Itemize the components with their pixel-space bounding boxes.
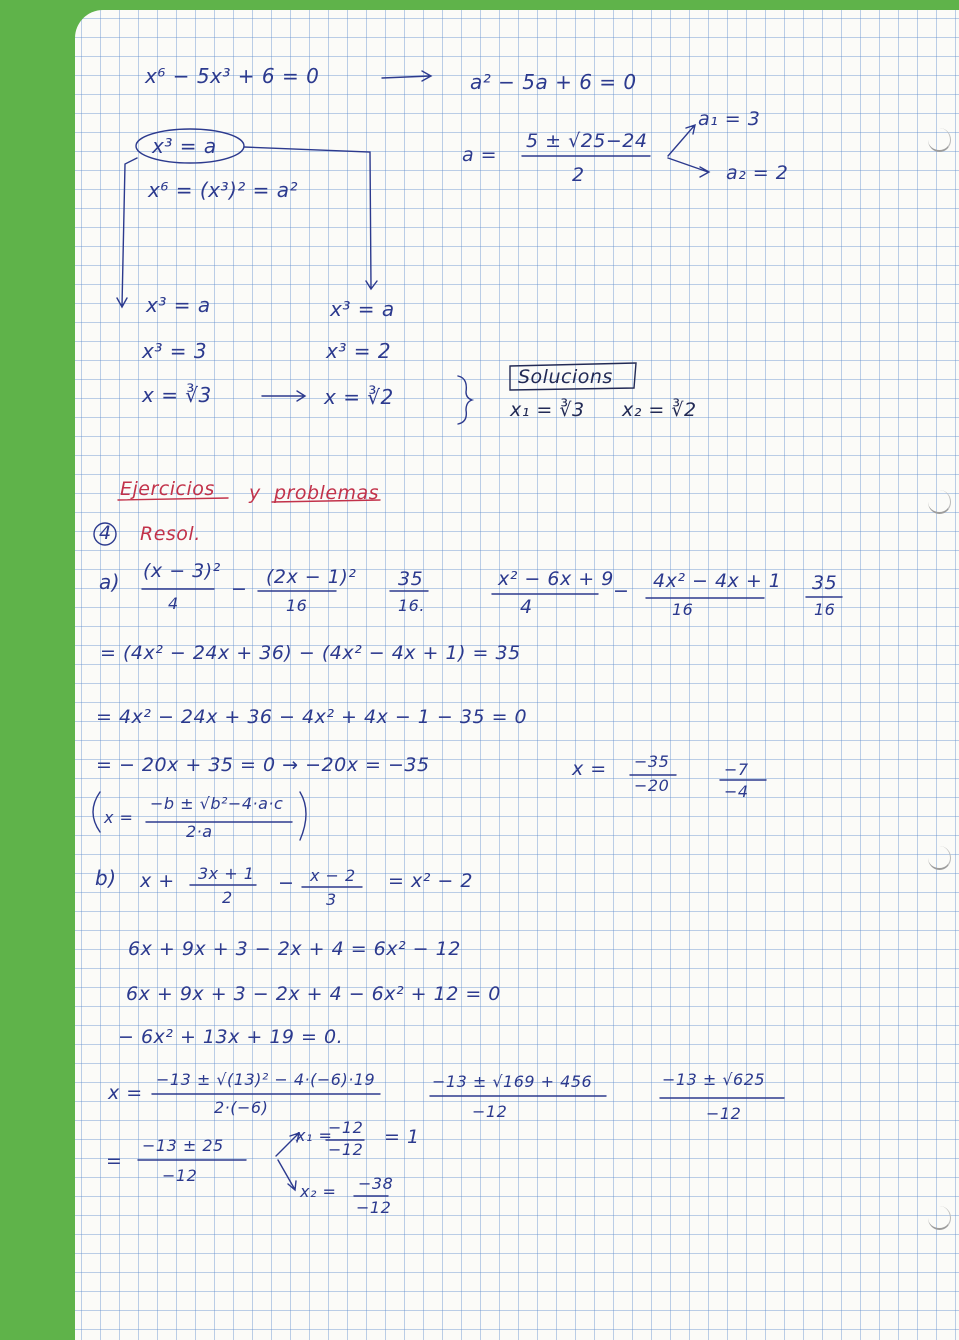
- b-l5-f2-num: −13 ± √169 + 456: [432, 1072, 593, 1091]
- a-fraction6-num: 35: [812, 572, 838, 594]
- b-x2-num: −38: [358, 1174, 394, 1193]
- b-l5-f3-den: −12: [706, 1104, 742, 1123]
- circle-mark: [136, 129, 244, 163]
- formula-denominator: 2·a: [186, 822, 213, 841]
- b-l1-rhs: = x² − 2: [388, 870, 473, 892]
- arrow-right-icon: [262, 391, 305, 401]
- b-l5-f1-den: 2·(−6): [214, 1098, 269, 1117]
- a-fraction5-num: 4x² − 4x + 1: [653, 570, 782, 592]
- branch-arrows: [276, 1133, 299, 1190]
- solution-x2: x₂ = ∛2: [622, 399, 697, 421]
- b-x1-num: −12: [328, 1118, 364, 1137]
- a-numerator: 5 ± √25−24: [526, 130, 648, 152]
- fraction-bar: [138, 885, 784, 1196]
- exercise-number: 4: [99, 522, 112, 544]
- a-fraction3-num: 35: [398, 568, 424, 590]
- a-denominator: 2: [572, 164, 585, 186]
- b-x2-den: −12: [356, 1198, 392, 1217]
- right-case-3: x = ∛2: [324, 385, 394, 409]
- section-title-3: problemas: [274, 482, 380, 504]
- b-l1-a: x +: [140, 870, 175, 892]
- exercise-label: Resol.: [140, 523, 201, 545]
- right-case-2: x³ = 2: [326, 339, 392, 363]
- part-b-label: b): [95, 866, 117, 890]
- substituted-equation: a² − 5a + 6 = 0: [470, 70, 637, 94]
- root-a1: a₁ = 3: [698, 108, 761, 130]
- branch-arrows: [668, 125, 709, 177]
- brace-mark: [458, 376, 472, 424]
- b-l1-f1-num: 3x + 1: [198, 864, 255, 883]
- b-line-2: 6x + 9x + 3 − 2x + 4 = 6x² − 12: [128, 938, 461, 960]
- a-fraction5-den: 16: [672, 600, 694, 619]
- b-l1-minus: −: [278, 872, 295, 894]
- b-l1-f2-num: x − 2: [310, 866, 356, 885]
- b-l5-lhs: x =: [108, 1082, 143, 1104]
- b-x2-label: x₂ =: [300, 1182, 337, 1201]
- a-fraction1-num: (x − 3)²: [143, 560, 221, 582]
- a-line-4-x: x =: [572, 758, 607, 780]
- a-fraction4-den: 4: [520, 596, 533, 618]
- substitution-squared: x⁶ = (x³)² = a²: [148, 178, 299, 202]
- paren-mark: [93, 792, 306, 840]
- a-fraction1-den: 4: [168, 594, 179, 613]
- a-line-3: = 4x² − 24x + 36 − 4x² + 4x − 1 − 35 = 0: [96, 706, 528, 728]
- solution-x1: x₁ = ∛3: [510, 399, 585, 421]
- solutions-box: [510, 363, 636, 390]
- b-x1-den: −12: [328, 1140, 364, 1159]
- section-title-2: y: [249, 482, 261, 504]
- b-l6-den: −12: [162, 1166, 198, 1185]
- arrow-right-icon: [382, 71, 431, 81]
- formula-lhs: x =: [104, 808, 134, 827]
- left-case-2: x³ = 3: [142, 339, 208, 363]
- a-line-2: = (4x² − 24x + 36) − (4x² − 4x + 1) = 35: [100, 642, 521, 664]
- a-line-4-f2-num: −7: [724, 760, 749, 779]
- a-fraction2-num: (2x − 1)²: [266, 566, 357, 588]
- a-line-4-f1-num: −35: [634, 752, 670, 771]
- a-minus-2: −: [613, 580, 630, 602]
- section-title-1: Ejercicios: [120, 478, 215, 500]
- bracket-line: [117, 158, 137, 307]
- b-l6-num: −13 ± 25: [142, 1136, 224, 1155]
- b-l1-f1-den: 2: [222, 888, 233, 907]
- left-case-1: x³ = a: [146, 293, 211, 317]
- right-case-1: x³ = a: [330, 297, 395, 321]
- root-a2: a₂ = 2: [726, 162, 789, 184]
- b-l5-f2-den: −12: [472, 1102, 508, 1121]
- solutions-title: Solucions: [518, 366, 613, 388]
- formula-numerator: −b ± √b²−4·a·c: [150, 794, 284, 813]
- part-a-label: a): [99, 570, 121, 594]
- circle-mark: [94, 523, 116, 545]
- b-l5-f3-num: −13 ± √625: [662, 1070, 766, 1089]
- fraction-bar: [146, 775, 766, 822]
- b-l5-f1-num: −13 ± √(13)² − 4·(−6)·19: [156, 1070, 376, 1089]
- a-line-4: = − 20x + 35 = 0 → −20x = −35: [96, 754, 430, 776]
- b-line-4: − 6x² + 13x + 19 = 0.: [118, 1026, 344, 1048]
- a-minus: −: [231, 578, 248, 600]
- a-fraction3-den: 16.: [398, 596, 425, 615]
- a-line-4-f2-den: −4: [724, 782, 749, 801]
- substitution: x³ = a: [152, 134, 217, 158]
- b-line-3: 6x + 9x + 3 − 2x + 4 − 6x² + 12 = 0: [126, 983, 501, 1005]
- bracket-line: [244, 147, 377, 289]
- b-l6-eq: =: [106, 1150, 123, 1172]
- left-case-3: x = ∛3: [142, 383, 212, 407]
- underline: [118, 498, 380, 502]
- a-fraction2-den: 16: [286, 596, 308, 615]
- b-x1-value: = 1: [384, 1126, 420, 1148]
- b-l1-f2-den: 3: [326, 890, 337, 909]
- main-equation: x⁶ − 5x³ + 6 = 0: [145, 64, 320, 88]
- a-label: a =: [462, 144, 498, 166]
- b-x1-label: x₁ =: [296, 1126, 333, 1145]
- a-fraction4-num: x² − 6x + 9: [498, 568, 614, 590]
- a-fraction6-den: 16: [814, 600, 836, 619]
- a-line-4-f1-den: −20: [634, 776, 670, 795]
- fraction-bar: [142, 589, 842, 598]
